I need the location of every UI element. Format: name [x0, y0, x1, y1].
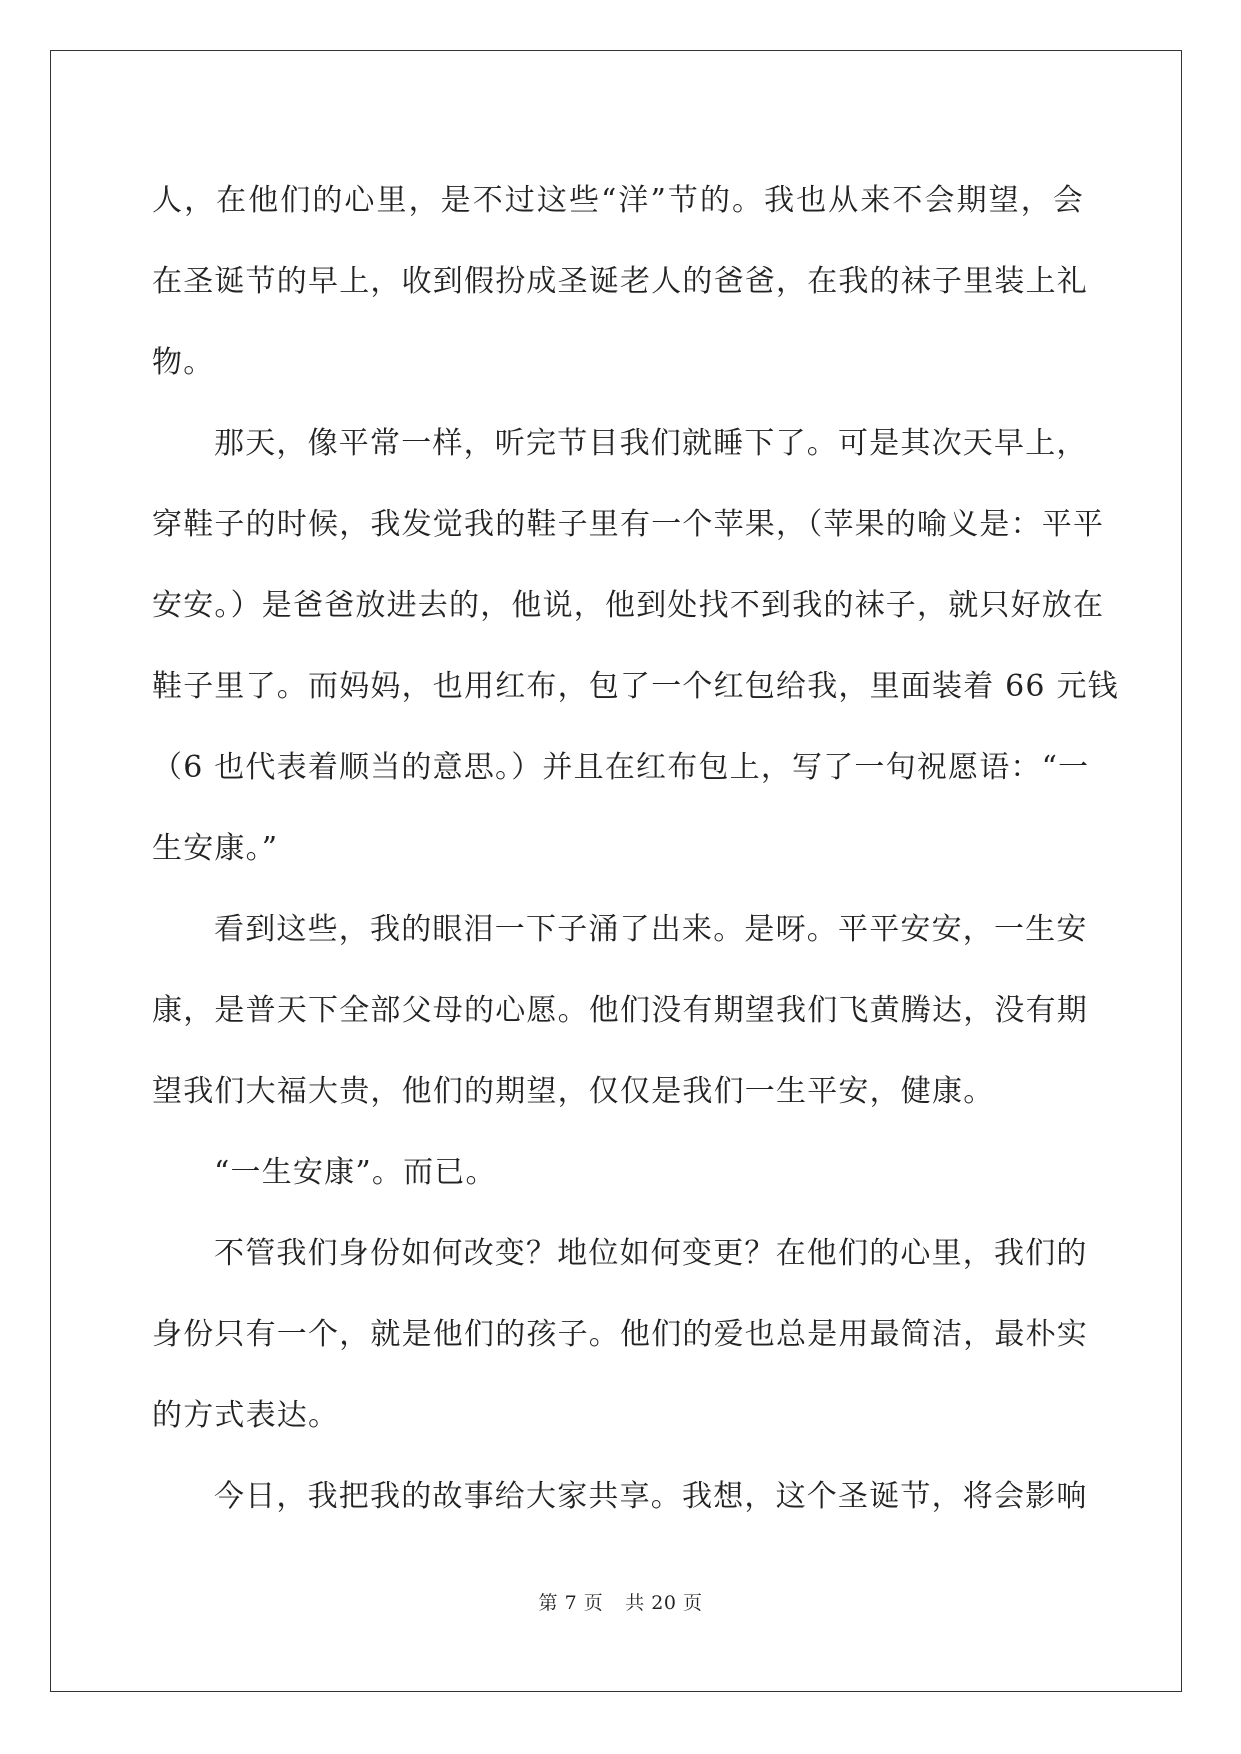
text-line: 生安康。” — [152, 831, 279, 866]
text-line: 身份只有一个，就是他们的孩子。他们的爱也总是用最简洁，最朴实 — [152, 1317, 1088, 1352]
text-block — [152, 160, 1119, 1537]
page-total: 共 20 页 — [625, 1592, 703, 1614]
text-line: 康，是普天下全部父母的心愿。他们没有期望我们飞黄腾达，没有期 — [152, 993, 1088, 1028]
text-line: 人，在他们的心里，是不过这些“洋”节的。我也从来不会期望，会 — [152, 183, 1084, 218]
text-line: 安安。）是爸爸放进去的，他说，他到处找不到我的袜子，就只好放在 — [152, 588, 1105, 623]
text-line: （6 也代表着顺当的意思。）并且在红布包上，写了一句祝愿语：“一 — [152, 750, 1090, 785]
text-line: 在圣诞节的早上，收到假扮成圣诞老人的爸爸，在我的袜子里装上礼 — [152, 264, 1088, 299]
page-footer — [0, 1588, 1241, 1615]
document-body — [152, 160, 1119, 1537]
text-line: 看到这些，我的眼泪一下子涌了出来。是呀。平平安安，一生安 — [214, 912, 1088, 947]
text-line: 的方式表达。 — [152, 1398, 340, 1433]
text-line: “一生安康”。而已。 — [214, 1155, 497, 1190]
text-line: 鞋子里了。而妈妈，也用红布，包了一个红包给我，里面装着 66 元钱 — [152, 669, 1119, 704]
text-line: 那天，像平常一样，听完节目我们就睡下了。可是其次天早上， — [214, 426, 1088, 461]
text-line: 望我们大福大贵，他们的期望，仅仅是我们一生平安，健康。 — [152, 1074, 995, 1109]
page-number: 第 7 页 — [538, 1592, 604, 1614]
text-line: 不管我们身份如何改变？地位如何变更？在他们的心里，我们的 — [214, 1236, 1088, 1271]
text-line: 物。 — [152, 345, 215, 380]
text-line: 今日，我把我的故事给大家共享。我想，这个圣诞节，将会影响 — [214, 1479, 1088, 1514]
text-line: 穿鞋子的时候，我发觉我的鞋子里有一个苹果，（苹果的喻义是：平平 — [152, 507, 1105, 542]
